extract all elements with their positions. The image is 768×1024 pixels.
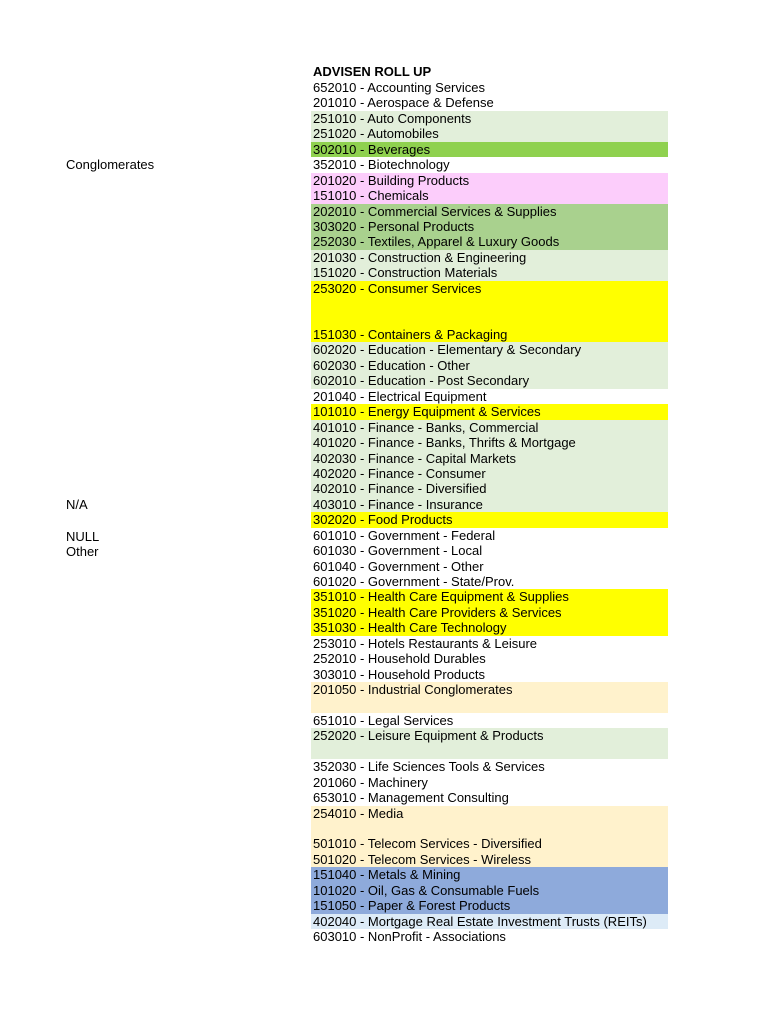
list-item: 251010 - Auto Components <box>311 111 668 126</box>
list-item: 402020 - Finance - Consumer <box>311 466 668 481</box>
list-item: 602030 - Education - Other <box>311 358 668 373</box>
list-item: 601010 - Government - Federal <box>311 528 668 543</box>
list-item: 351030 - Health Care Technology <box>311 620 668 635</box>
list-spacer <box>311 698 668 713</box>
list-item: 201060 - Machinery <box>311 775 668 790</box>
advisen-sheet <box>311 64 668 945</box>
list-item: 352010 - Biotechnology <box>311 157 668 172</box>
list-item: 651010 - Legal Services <box>311 713 668 728</box>
list-item: 151020 - Construction Materials <box>311 265 668 280</box>
list-item: 652010 - Accounting Services <box>311 80 668 95</box>
list-item: 201020 - Building Products <box>311 173 668 188</box>
list-item: 302010 - Beverages <box>311 142 668 157</box>
left-label-conglomerates: Conglomerates <box>66 157 155 172</box>
list-item: 101010 - Energy Equipment & Services <box>311 404 668 419</box>
list-item: 151030 - Containers & Packaging <box>311 327 668 342</box>
list-item: 303010 - Household Products <box>311 667 668 682</box>
list-item: 254010 - Media <box>311 806 668 821</box>
list-spacer <box>311 821 668 836</box>
list-item: 401010 - Finance - Banks, Commercial <box>311 420 668 435</box>
list-item: 602010 - Education - Post Secondary <box>311 373 668 388</box>
list-spacer <box>311 312 668 327</box>
list-item: 201040 - Electrical Equipment <box>311 389 668 404</box>
list-item: 252020 - Leisure Equipment & Products <box>311 728 668 743</box>
list-item: 351020 - Health Care Providers & Services <box>311 605 668 620</box>
list-item: 253020 - Consumer Services <box>311 281 668 312</box>
list-item: 601020 - Government - State/Prov. <box>311 574 668 589</box>
list-item: 251020 - Automobiles <box>311 126 668 141</box>
left-label-na: N/A <box>66 497 88 512</box>
list-item: 501020 - Telecom Services - Wireless <box>311 852 668 867</box>
list-item: 201010 - Aerospace & Defense <box>311 95 668 110</box>
list-spacer <box>311 744 668 759</box>
list-item: 501010 - Telecom Services - Diversified <box>311 836 668 851</box>
list-item: 601030 - Government - Local <box>311 543 668 558</box>
list-item: 352030 - Life Sciences Tools & Services <box>311 759 668 774</box>
list-item: 402040 - Mortgage Real Estate Investment Trusts (REITs) <box>311 914 668 929</box>
list-item: 602020 - Education - Elementary & Secondary <box>311 342 668 357</box>
list-item: 603010 - NonProfit - Associations <box>311 929 668 944</box>
list-item: 601040 - Government - Other <box>311 559 668 574</box>
list-item: 151040 - Metals & Mining <box>311 867 668 882</box>
list-item: 403010 - Finance - Insurance <box>311 497 668 512</box>
list-item: 653010 - Management Consulting <box>311 790 668 805</box>
list-item: 201050 - Industrial Conglomerates <box>311 682 668 697</box>
list-item: 101020 - Oil, Gas & Consumable Fuels <box>311 883 668 898</box>
list-item: 351010 - Health Care Equipment & Supplies <box>311 589 668 604</box>
list-item: 303020 - Personal Products <box>311 219 668 234</box>
list-item: 151010 - Chemicals <box>311 188 668 203</box>
list-item: 201030 - Construction & Engineering <box>311 250 668 265</box>
list-item: 401020 - Finance - Banks, Thrifts & Mortgage <box>311 435 668 450</box>
list-item: 402010 - Finance - Diversified <box>311 481 668 496</box>
list-item: 253010 - Hotels Restaurants & Leisure <box>311 636 668 651</box>
left-label-null: NULL <box>66 529 100 544</box>
sheet-rows <box>311 80 668 945</box>
list-item: 402030 - Finance - Capital Markets <box>311 451 668 466</box>
list-item: 302020 - Food Products <box>311 512 668 527</box>
list-item: 202010 - Commercial Services & Supplies <box>311 204 668 219</box>
list-item: 151050 - Paper & Forest Products <box>311 898 668 913</box>
list-item: 252010 - Household Durables <box>311 651 668 666</box>
list-item: 252030 - Textiles, Apparel & Luxury Goods <box>311 234 668 249</box>
sheet-title: ADVISEN ROLL UP <box>313 64 432 79</box>
left-label-other: Other <box>66 544 99 559</box>
